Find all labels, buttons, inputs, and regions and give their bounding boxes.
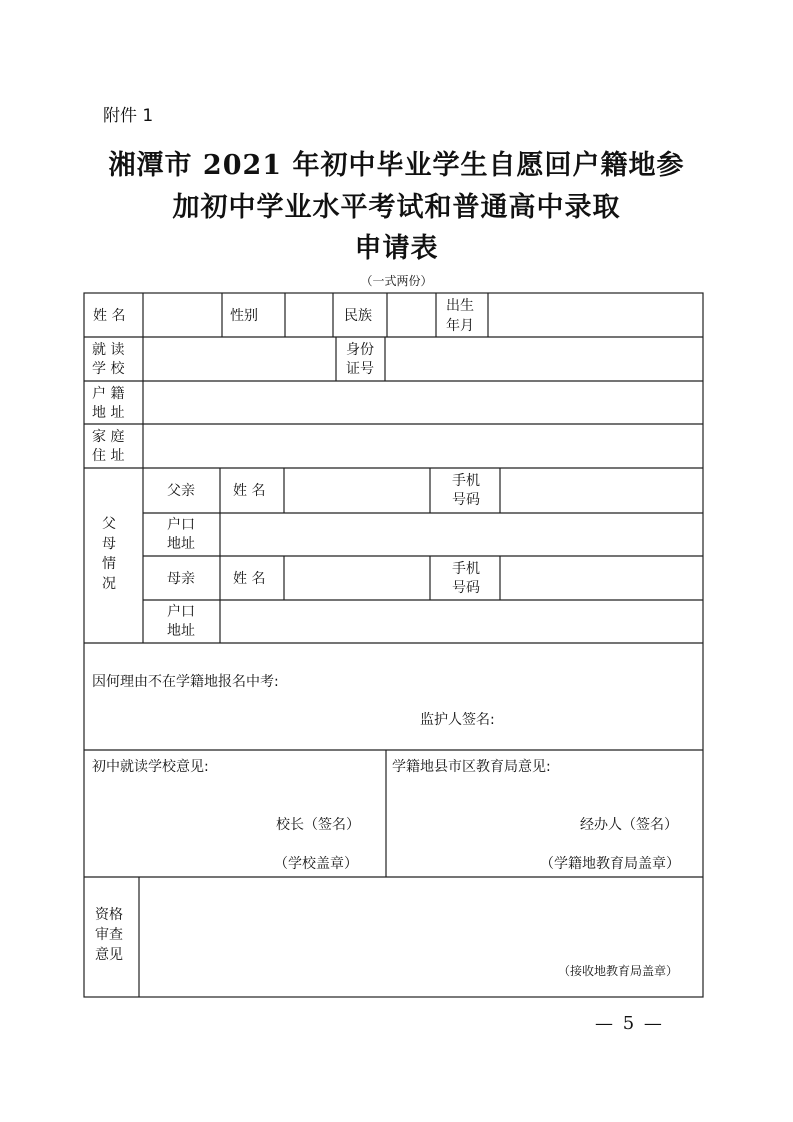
birth-label-line1: 出生 [446,298,474,314]
mother-phone-label-line1: 手机 [452,561,480,577]
review-label-line3: 意见 [95,947,123,963]
hukou-label-line1: 户 籍 [92,386,125,402]
mother-phone-label-line2: 号码 [452,580,480,596]
father-addr-label-line2: 地址 [167,536,195,552]
mother-name-label: 姓 名 [233,571,266,587]
form-border [84,293,703,997]
school-seal-label: （学校盖章） [274,856,358,872]
form-title-line-3: 申请表 [354,233,439,264]
gender-label: 性别 [230,308,258,324]
home-label-line2: 住 址 [92,448,125,464]
handler-sign-label: 经办人（签名） [580,817,678,833]
father-phone-label-line1: 手机 [452,473,480,489]
parents-label-char-2: 母 [102,536,116,552]
bureau-opinion-label: 学籍地县市区教育局意见: [392,759,551,775]
parents-label-char-4: 况 [102,576,116,592]
attachment-label: 附件 1 [103,106,154,126]
father-phone-label-line2: 号码 [452,492,480,508]
id-label-line1: 身份 [346,342,374,358]
guardian-sign-label: 监护人签名: [420,712,495,728]
home-label-line1: 家 庭 [92,429,125,445]
father-name-label: 姓 名 [233,483,266,499]
parents-label-char-1: 父 [102,516,116,532]
hukou-label-line2: 地 址 [92,405,125,421]
id-label-line2: 证号 [346,361,374,377]
parents-label-char-3: 情 [102,556,116,572]
birth-label-line2: 年月 [446,318,474,334]
form-title-line-1: 湘潭市 2021 年初中毕业学生自愿回户籍地参 [108,150,685,181]
mother-addr-label-line2: 地址 [167,623,195,639]
school-opinion-label: 初中就读学校意见: [92,759,209,775]
name-label: 姓 名 [93,308,126,324]
reason-label: 因何理由不在学籍地报名中考: [92,674,279,690]
mother-label: 母亲 [167,571,195,587]
principal-sign-label: 校长（签名） [276,817,360,833]
father-label: 父亲 [167,483,195,499]
page-number: — 5 — [595,1013,664,1034]
review-label-line2: 审查 [95,927,123,943]
school-label-line2: 学 校 [92,361,125,377]
copies-note: （一式两份） [360,274,433,288]
ethnicity-label: 民族 [344,308,372,324]
bureau-seal-label: （学籍地教育局盖章） [540,856,680,872]
review-label-line1: 资格 [95,907,123,923]
receive-seal-label: （接收地教育局盖章） [558,964,679,978]
mother-addr-label-line1: 户口 [167,604,195,620]
father-addr-label-line1: 户口 [167,517,195,533]
school-label-line1: 就 读 [92,342,125,358]
form-title-line-2: 加初中学业水平考试和普通高中录取 [172,192,621,223]
